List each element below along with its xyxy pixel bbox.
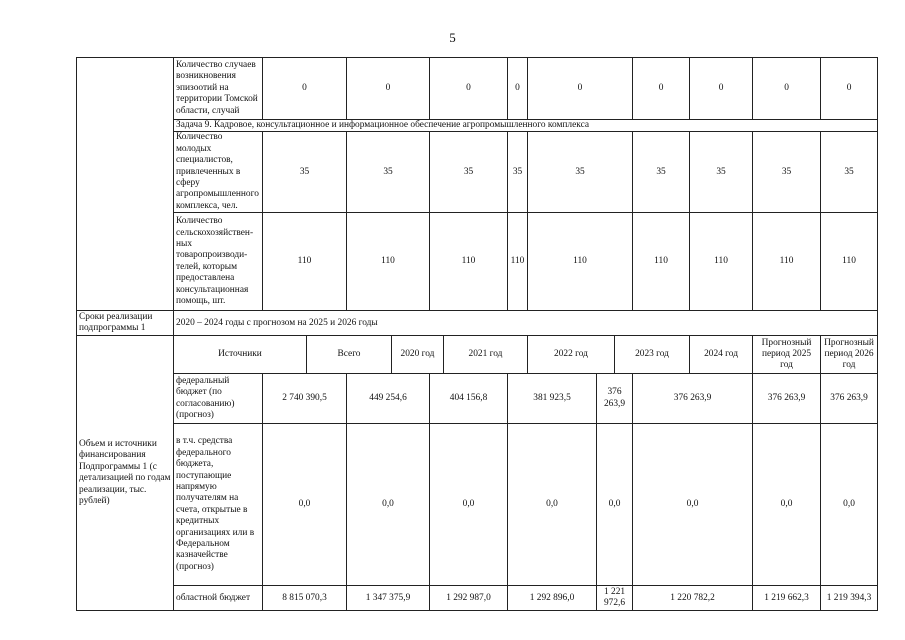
value-cell: 35	[821, 132, 878, 213]
amount-cell: 0,0	[633, 424, 753, 586]
indicator-label: Количество случаев возникновения эпизоотий на территории Томской области, случай	[174, 58, 263, 120]
value-cell: 0	[508, 58, 528, 120]
value-cell: 35	[633, 132, 690, 213]
value-cell: 110	[430, 213, 508, 311]
indicator-row	[77, 58, 878, 120]
period-label: Сроки реализации подпрограммы 1	[77, 311, 174, 336]
value-cell: 0	[263, 58, 347, 120]
financing-header-row	[77, 336, 878, 374]
value-cell: 0	[347, 58, 430, 120]
value-cell: 0	[753, 58, 821, 120]
amount-cell: 0,0	[430, 424, 508, 586]
indicator-label: Количество молодых специалистов, привлеченных в сферу агропромышленного комплекса, чел.	[174, 132, 263, 213]
value-cell: 35	[508, 132, 528, 213]
amount-cell: 0,0	[263, 424, 347, 586]
amount-cell: 1 221 972,6	[597, 586, 633, 611]
source-label: областной бюджет	[174, 586, 263, 611]
amount-cell: 381 923,5	[508, 374, 597, 424]
header-cell: Прогнозный период 2026 год	[821, 336, 878, 374]
amount-cell: 449 254,6	[347, 374, 430, 424]
value-cell: 110	[821, 213, 878, 311]
amount-cell: 376 263,9	[633, 374, 753, 424]
amount-cell: 376 263,9	[597, 374, 633, 424]
value-cell: 35	[690, 132, 753, 213]
task-title: Задача 9. Кадровое, консультационное и информационное обеспечение агропромышленного комплекса	[174, 120, 878, 132]
value-cell: 110	[633, 213, 690, 311]
amount-cell: 1 219 394,3	[821, 586, 878, 611]
amount-cell: 376 263,9	[821, 374, 878, 424]
header-cell: Прогнозный период 2025 год	[753, 336, 821, 374]
amount-cell: 404 156,8	[430, 374, 508, 424]
source-label: федеральный бюджет (по согласованию) (прогноз)	[174, 374, 263, 424]
value-cell: 110	[508, 213, 528, 311]
header-cell: 2020 год	[392, 336, 444, 374]
value-cell: 0	[821, 58, 878, 120]
amount-cell: 1 347 375,9	[347, 586, 430, 611]
value-cell: 0	[690, 58, 753, 120]
page-number: 5	[449, 30, 456, 45]
amount-cell: 1 219 662,3	[753, 586, 821, 611]
task-row	[77, 120, 878, 132]
indicator-row	[77, 213, 878, 311]
value-cell: 0	[528, 58, 633, 120]
header-cell: Источники	[174, 336, 307, 374]
financing-row	[77, 424, 878, 586]
value-cell: 110	[347, 213, 430, 311]
header-cell: Всего	[307, 336, 392, 374]
value-cell: 110	[528, 213, 633, 311]
value-cell: 35	[528, 132, 633, 213]
value-cell: 35	[430, 132, 508, 213]
empty-left-cell	[77, 58, 174, 311]
indicator-label: Количество сельскохозяйствен-ных товаропроизводи-телей, которым предоставлена консультационная помощь, шт.	[174, 213, 263, 311]
value-cell: 110	[690, 213, 753, 311]
value-cell: 110	[753, 213, 821, 311]
amount-cell: 1 292 987,0	[430, 586, 508, 611]
header-cell: 2023 год	[615, 336, 690, 374]
value-cell: 0	[633, 58, 690, 120]
value-cell: 110	[263, 213, 347, 311]
amount-cell: 0,0	[753, 424, 821, 586]
indicator-row	[77, 132, 878, 213]
amount-cell: 0,0	[508, 424, 597, 586]
value-cell: 35	[347, 132, 430, 213]
passport-table	[76, 57, 878, 611]
financing-label: Объем и источники финансирования Подпрограммы 1 (с детализацией по годам реализации, тыс. рублей)	[77, 336, 174, 611]
value-cell: 0	[430, 58, 508, 120]
amount-cell: 8 815 070,3	[263, 586, 347, 611]
source-label: в т.ч. средства федерального бюджета, поступающие напрямую получателям на счета, открытые в кредитных организациях или в Федеральном казначействе (прогноз)	[174, 424, 263, 586]
amount-cell: 0,0	[597, 424, 633, 586]
financing-row	[77, 586, 878, 611]
header-cell: 2024 год	[690, 336, 753, 374]
value-cell: 35	[263, 132, 347, 213]
header-cell: 2021 год	[444, 336, 528, 374]
amount-cell: 1 292 896,0	[508, 586, 597, 611]
amount-cell: 1 220 782,2	[633, 586, 753, 611]
amount-cell: 0,0	[821, 424, 878, 586]
header-cell: 2022 год	[528, 336, 615, 374]
value-cell: 35	[753, 132, 821, 213]
amount-cell: 0,0	[347, 424, 430, 586]
amount-cell: 376 263,9	[753, 374, 821, 424]
financing-row	[77, 374, 878, 424]
period-value: 2020 – 2024 годы с прогнозом на 2025 и 2026 годы	[174, 311, 878, 336]
amount-cell: 2 740 390,5	[263, 374, 347, 424]
period-row	[77, 311, 878, 336]
